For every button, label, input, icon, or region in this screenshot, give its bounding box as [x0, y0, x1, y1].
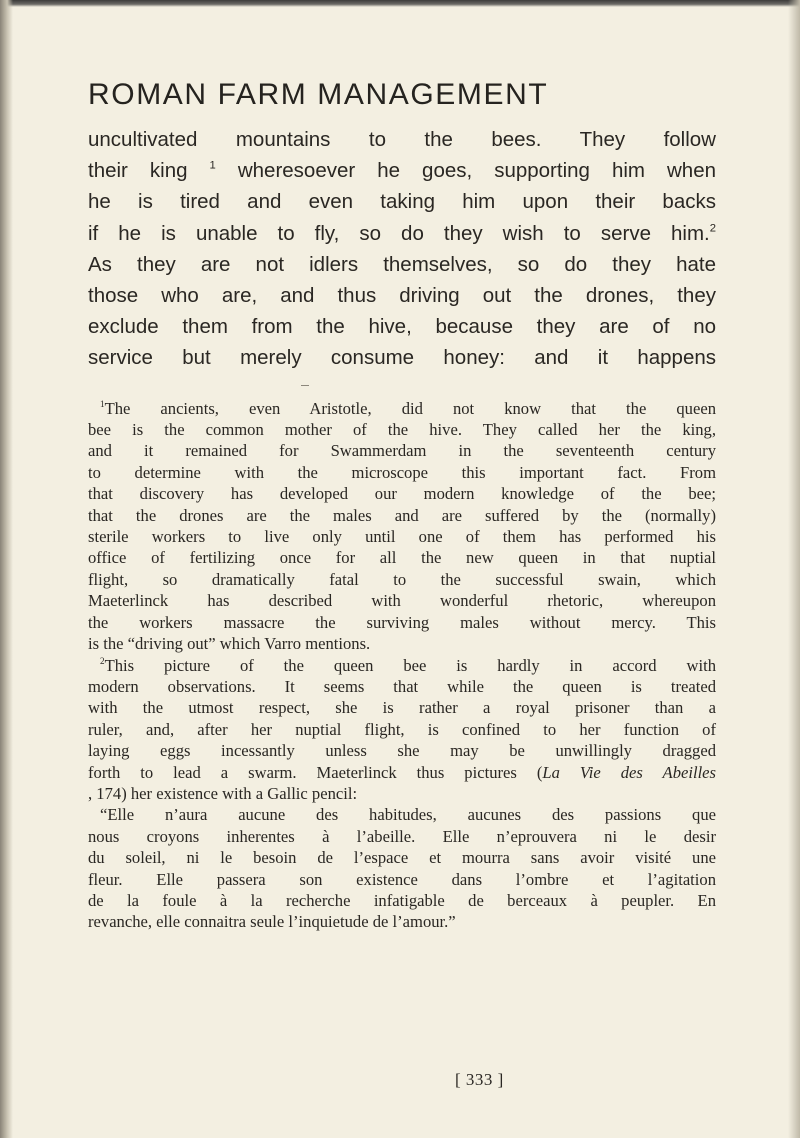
body-line: exclude them from the hive, because they are of no: [88, 315, 716, 339]
footnote-number: 1: [100, 398, 105, 409]
body-line: uncultivated mountains to the bees. They follow: [88, 128, 716, 151]
footnote-ref: 2: [709, 222, 716, 235]
body-line: he is tired and even taking him upon their backs: [88, 190, 716, 214]
body-line: their king $^1$ wheresoever he goes, supporting him when: [88, 159, 717, 183]
quotation-line: de la foule à la recherche infatigable de berceaux à peupler. En: [88, 890, 716, 910]
running-head: ROMAN FARM MANAGEMENT: [88, 78, 549, 111]
footnote-2: $^2$This picture of the queen bee is hardly in accord with modern observations. It seems that while the queen is treated with the utmost respect, she is rather a royal prisoner than a ruler, and, after her nuptial flight, is confined to her function of laying eggs incessantly unless she may be unwillingly dragged forth to lead a swarm. Maeterlinck thus pictures (La Vie des Abeilles , 174) her existence with a Gallic pencil: “Elle n’aura aucune des habitudes, aucunes des passions que nous croyons inherentes à l’abeille. Elle n’eprouvera ni le desir du soleil, ni le besoin de l’espace et mourra sans avoir visité une fleur. Elle passera son existence dans l’ombre et l’agitation de la foule à la recherche infatigable de berceaux à peupler. En revanche, elle connaitra seule l’inquietude de l’amour.”: [88, 655, 717, 932]
quotation-line: nous croyons inherentes à l’abeille. Elle n’eprouvera ni le desir: [88, 826, 716, 846]
body-line: those who are, and thus driving out the drones, they: [88, 284, 716, 308]
quotation-line: revanche, elle connaitra seule l’inquietude de l’amour.”: [88, 912, 456, 932]
footnote-number: 2: [100, 655, 105, 666]
body-line: As they are not idlers themselves, so do they hate: [88, 252, 716, 276]
footnote-ref: 1: [209, 159, 216, 172]
page-top-edge: [0, 0, 800, 7]
quotation-line: “Elle n’aura aucune des habitudes, aucunes des passions que: [100, 805, 716, 825]
footnotes: [88, 398, 716, 933]
book-page: [88, 78, 716, 933]
book-title-italic: La Vie des Abeilles: [542, 762, 717, 782]
page-right-edge: [788, 0, 800, 1138]
footnote-1: $^1$The ancients, even Aristotle, did not know that the queen bee is the common mother of the hive. They called her the king, and it remained for Swammerdam in the seventeenth century to determine with the microscope this important fact. From that discovery has developed our modern knowledge of the bee; that the drones are the males and are suffered by the (normally) sterile workers to live only until one of them has performed his office of fertilizing once for all the new queen in that nuptial flight, so dramatically fatal to the successful swain, which Maeterlinck has described with wonderful rhetoric, whereupon the workers massacre the surviving males without mercy. This is the “driving out” which Varro mentions.: [88, 398, 716, 654]
body-line: service but merely consume honey: and it happens: [88, 346, 716, 370]
page-number: [ 333 ]: [455, 1070, 504, 1089]
footnote-divider: [301, 385, 309, 386]
quotation-line: du soleil, ni le besoin de l’espace et mourra sans avoir visité une: [88, 848, 716, 868]
body-text: [88, 124, 716, 374]
body-line: if he is unable to fly, so do they wish to serve him.$^2$: [88, 221, 716, 245]
page-left-binding-edge: [0, 0, 13, 1138]
quotation-line: fleur. Elle passera son existence dans l’ombre et l’agitation: [88, 869, 716, 889]
